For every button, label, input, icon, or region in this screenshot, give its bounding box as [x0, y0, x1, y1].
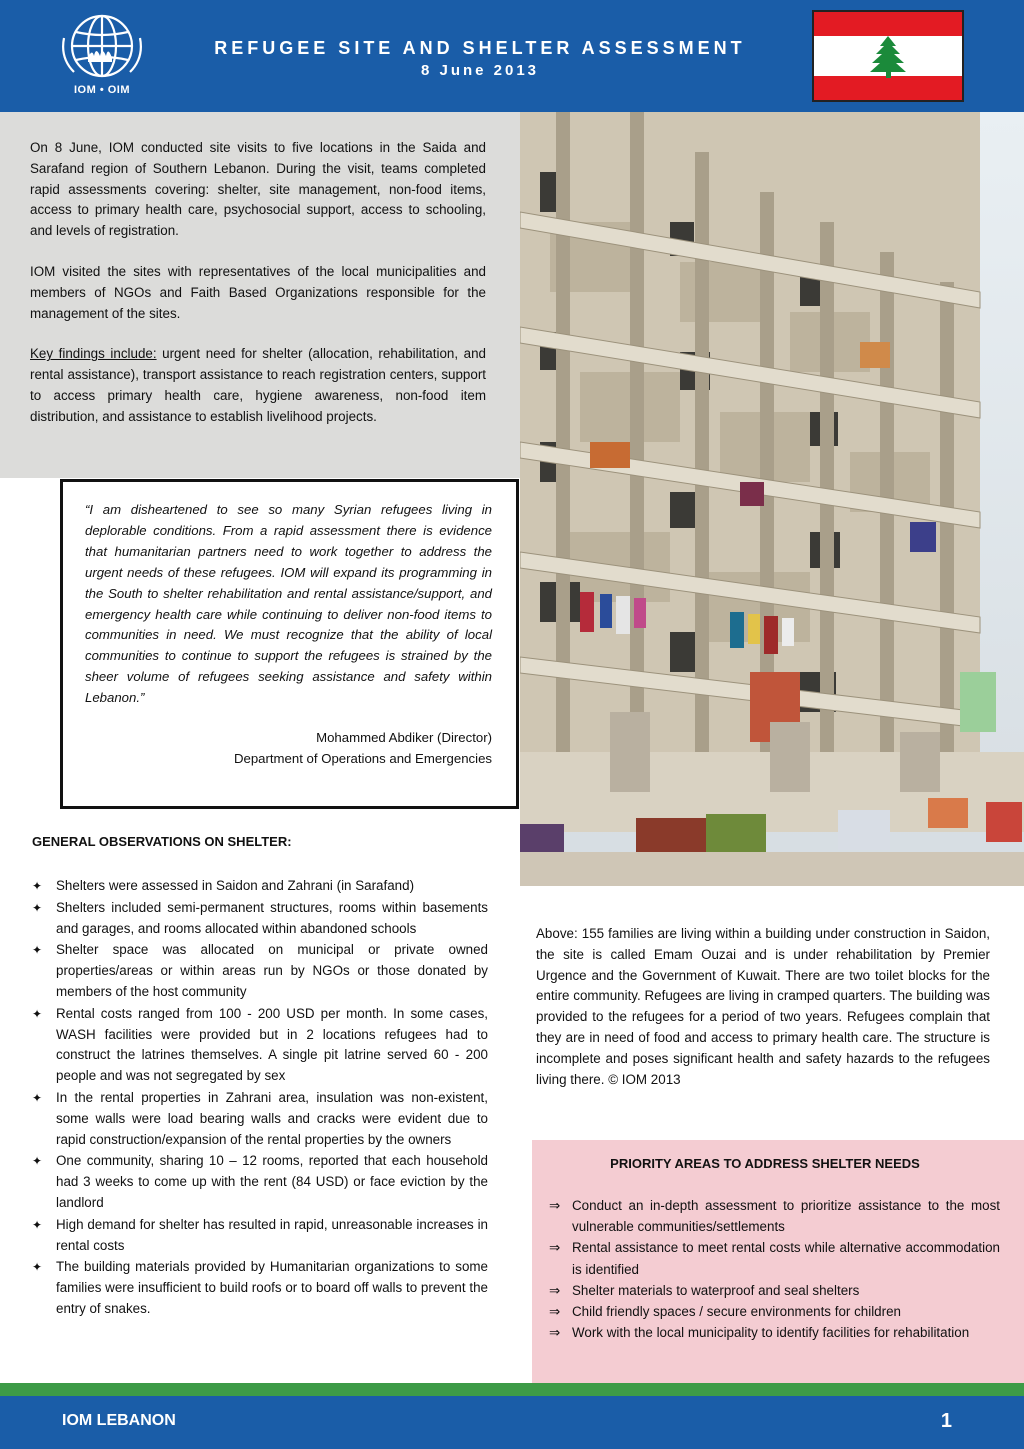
page-number: 1 — [940, 1410, 952, 1432]
priority-text: Child friendly spaces / secure environments for children — [572, 1304, 901, 1320]
observation-text: One community, sharing 10 – 12 rooms, reported that each household had 3 weeks to come up with the rent (84 USD) or face eviction by the landlord — [56, 1153, 488, 1210]
observation-item — [30, 1004, 488, 1087]
iom-logo — [56, 8, 148, 104]
observation-item — [30, 1151, 488, 1213]
observation-item — [30, 1215, 488, 1257]
document-title: REFUGEE SITE AND SHELTER ASSESSMENT — [214, 38, 746, 58]
footer-accent-line — [0, 1383, 1024, 1396]
observation-text: Rental costs ranged from 100 - 200 USD per month. In some cases, WASH facilities were provided but in 2 locations refugees had to construct the latrines themselves. A single pit latrine served 60 - 200 people and was not segregated by sex — [56, 1005, 488, 1084]
footer-org-name: IOM LEBANON — [62, 1412, 176, 1429]
observation-text: Shelters included semi-permanent structures, rooms within basements and garages, and rooms allocated within abandoned schools — [56, 899, 488, 936]
lebanon-flag-icon — [812, 10, 964, 102]
observation-item — [30, 1088, 488, 1150]
observation-text: Shelters were assessed in Saidon and Zahrani (in Sarafand) — [56, 878, 415, 893]
intro-paragraph-1: On 8 June, IOM conducted site visits to five locations in the Saida and Sarafand region of Southern Lebanon. During the visit, teams completed rapid assessments covering: shelter, site management, non-food items, access to primary health care, psychosocial support, access to schooling, and levels of registration. — [30, 140, 486, 239]
observations-heading: GENERAL OBSERVATIONS ON SHELTER: — [32, 834, 292, 849]
priority-text: Conduct an in-depth assessment to prioritize assistance to the most vulnerable communities/settlements — [572, 1198, 1000, 1235]
priority-heading: PRIORITY AREAS TO ADDRESS SHELTER NEEDS — [610, 1156, 920, 1171]
arrow-right-icon: ⇒ — [549, 1282, 561, 1298]
arrow-right-icon: ⇒ — [549, 1325, 561, 1341]
observation-item — [30, 898, 488, 940]
arrow-right-icon: ⇒ — [549, 1240, 561, 1256]
star-bullet-icon: ✦ — [32, 1154, 43, 1169]
footer-bar — [0, 1396, 1024, 1449]
intro-panel — [0, 112, 520, 478]
star-bullet-icon: ✦ — [32, 1260, 43, 1275]
observation-text: The building materials provided by Humanitarian organizations to some families were insufficient to build roofs or to board off walls to prevent the entry of snakes. — [56, 1259, 488, 1316]
quote-text: “I am disheartened to see so many Syrian refugees living in deplorable conditions. From a rapid assessment there is evidence that humanitarian partners need to work together to address the urgent needs of these refugees. IOM will expand its programming in the South to shelter rehabilitation and rental assistance/support, and emergency health care while continuing to deliver non-food items to communities in need. We must recognize that the ability of local communities to continue to support the refugees is strained by the sheer volume of refugees seeking assistance and safety within Lebanon.” — [85, 502, 492, 706]
priority-panel — [532, 1140, 1024, 1383]
star-bullet-icon: ✦ — [32, 900, 43, 915]
observation-text: High demand for shelter has resulted in rapid, unreasonable increases in rental costs — [56, 1216, 488, 1253]
photo-caption: Above: 155 families are living within a building under construction in Saidon, the site is called Emam Ouzai and is under rehabilitation by Premier Urgence and the Government of Kuwait. There are two toilet blocks for the entire community. Refugees are living in cramped quarters. The building was provided to the refugees for a period of two years. Refugees complain that they are in need of food and access to primary health care. The structure is incomplete and poses significant health and safety hazards to the refugees living there. © IOM 2013 — [536, 926, 990, 1087]
priority-item — [550, 1195, 1000, 1237]
key-findings-label: Key findings include: — [30, 346, 157, 362]
logo-text: IOM • OIM — [73, 84, 130, 96]
header-banner — [0, 0, 1024, 112]
star-bullet-icon: ✦ — [32, 943, 43, 958]
key-findings-paragraph — [30, 344, 486, 427]
arrow-right-icon: ⇒ — [549, 1304, 561, 1320]
director-quote-box — [60, 479, 519, 809]
star-bullet-icon: ✦ — [32, 879, 43, 893]
priority-text: Work with the local municipality to identify facilities for rehabilitation — [572, 1325, 970, 1341]
globe-icon — [56, 8, 148, 84]
arrow-right-icon: ⇒ — [549, 1198, 561, 1213]
priority-item — [550, 1237, 1000, 1279]
key-findings-text: urgent need for shelter (allocation, rehabilitation, and rental assistance), transport assistance to reach registration centers, support to access primary health care, hygiene awareness, non-food item distribution, and assistance to establish livelihood projects. — [30, 346, 486, 424]
observation-text: Shelter space was allocated on municipal or private owned properties/areas or within areas run by NGOs or those donated by members of the host community — [56, 942, 488, 999]
priority-item — [550, 1301, 1000, 1322]
intro-paragraph-2: IOM visited the sites with representatives of the local municipalities and members of NGOs and Faith Based Organizations responsible for the management of the sites. — [30, 263, 486, 321]
star-bullet-icon: ✦ — [32, 1090, 43, 1105]
star-bullet-icon: ✦ — [32, 1217, 43, 1232]
building-photo — [520, 112, 1024, 886]
document-date: 8 June 2013 — [420, 62, 540, 79]
observation-item — [30, 1257, 488, 1319]
observations-list — [30, 876, 488, 1321]
quote-author: Mohammed Abdiker (Director) — [316, 730, 492, 746]
priority-item — [550, 1280, 1000, 1301]
priority-text: Shelter materials to waterproof and seal shelters — [572, 1282, 860, 1298]
observation-text: In the rental properties in Zahrani area, insulation was non-existent, some walls were load bearing walls and cracks were evident due to rapid construction/expansion of the rental properties by the owners — [56, 1089, 488, 1147]
quote-department: Department of Operations and Emergencies — [233, 751, 492, 767]
priority-list — [550, 1195, 1000, 1343]
observation-item — [30, 876, 488, 897]
priority-item — [550, 1322, 1000, 1343]
observation-item — [30, 940, 488, 1002]
priority-text: Rental assistance to meet rental costs while alternative accommodation is identified — [572, 1240, 1000, 1277]
star-bullet-icon: ✦ — [32, 1006, 43, 1021]
